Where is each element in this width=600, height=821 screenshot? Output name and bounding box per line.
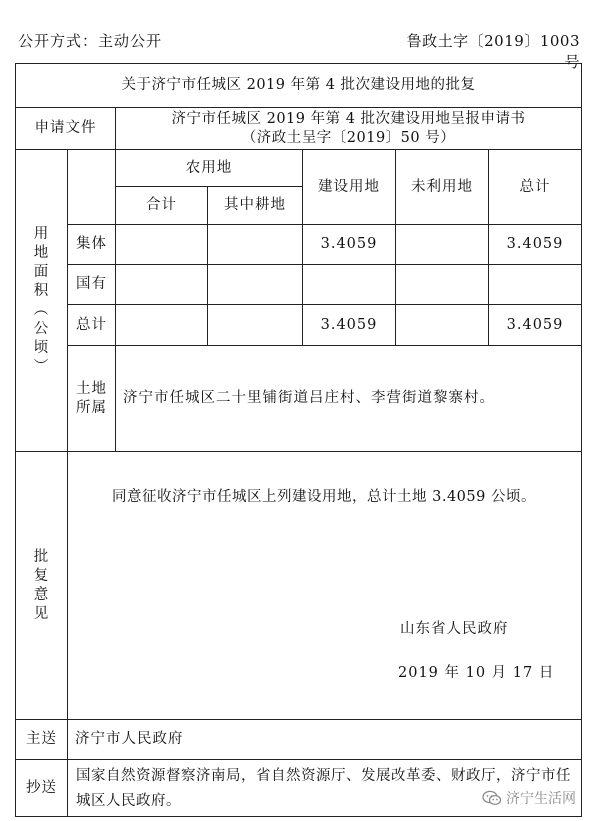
cell-farmland bbox=[208, 305, 303, 346]
table-row bbox=[16, 265, 582, 305]
row-label-state: 国有 bbox=[68, 265, 116, 305]
cell-unused bbox=[396, 225, 489, 265]
main-recipient: 济宁市人民政府 bbox=[68, 720, 582, 760]
cc-label: 抄送 bbox=[16, 760, 68, 817]
cell-construction: 3.4059 bbox=[303, 225, 396, 265]
table-row bbox=[16, 305, 582, 346]
main-recipient-label: 主送 bbox=[16, 720, 68, 760]
wechat-icon bbox=[482, 790, 502, 806]
cc-recipients: 国家自然资源督察济南局，省自然资源厅、发展改革委、财政厅，济宁市任城区人民政府。 bbox=[68, 760, 582, 817]
cell-subtotal bbox=[116, 265, 208, 305]
application-file-name: 济宁市任城区 2019 年第 4 批次建设用地呈报申请书 bbox=[171, 110, 526, 127]
header-blank-cell bbox=[68, 150, 116, 225]
opinion-content bbox=[68, 452, 582, 720]
cell-unused bbox=[396, 305, 489, 346]
cell-subtotal bbox=[116, 305, 208, 346]
disclosure-method: 公开方式：主动公开 bbox=[18, 32, 163, 50]
col-subtotal: 合计 bbox=[116, 187, 208, 225]
table-row bbox=[16, 225, 582, 265]
table-title: 关于济宁市任城区 2019 年第 4 批次建设用地的批复 bbox=[16, 64, 582, 108]
cell-subtotal bbox=[116, 225, 208, 265]
row-label-collective: 集体 bbox=[68, 225, 116, 265]
cell-total: 3.4059 bbox=[489, 225, 582, 265]
cell-total: 3.4059 bbox=[489, 305, 582, 346]
issue-date: 2019 年 10 月 17 日 bbox=[398, 665, 555, 681]
col-total: 总计 bbox=[489, 150, 582, 225]
row-label-total: 总计 bbox=[68, 305, 116, 346]
application-label: 申请文件 bbox=[16, 108, 116, 150]
cell-farmland bbox=[208, 225, 303, 265]
col-farmland: 其中耕地 bbox=[208, 187, 303, 225]
cell-construction: 3.4059 bbox=[303, 305, 396, 346]
watermark bbox=[482, 788, 576, 808]
location-value: 济宁市任城区二十里铺街道吕庄村、李营街道黎寨村。 bbox=[116, 346, 582, 452]
cell-unused bbox=[396, 265, 489, 305]
col-agricultural: 农用地 bbox=[116, 150, 303, 187]
cell-total bbox=[489, 265, 582, 305]
watermark-text: 济宁生活网 bbox=[506, 791, 576, 807]
issuer-name: 山东省人民政府 bbox=[400, 621, 509, 637]
application-file bbox=[116, 108, 582, 150]
application-file-number: （济政土呈字〔2019〕50 号） bbox=[241, 129, 456, 146]
document-number: 鲁政土字〔2019〕1003 号 bbox=[406, 32, 580, 71]
cell-farmland bbox=[208, 265, 303, 305]
col-unused: 未利用地 bbox=[396, 150, 489, 225]
cell-construction bbox=[303, 265, 396, 305]
opinion-text: 同意征收济宁市任城区上列建设用地，总计土地 3.4059 公顷。 bbox=[112, 489, 536, 505]
col-construction: 建设用地 bbox=[303, 150, 396, 225]
land-area-label: 用 地 面 积 ︵ 公 顷 ︶ bbox=[16, 150, 68, 452]
opinion-label: 批 复 意 见 bbox=[16, 452, 68, 720]
location-label: 土地 所属 bbox=[68, 346, 116, 452]
approval-table bbox=[15, 63, 582, 817]
